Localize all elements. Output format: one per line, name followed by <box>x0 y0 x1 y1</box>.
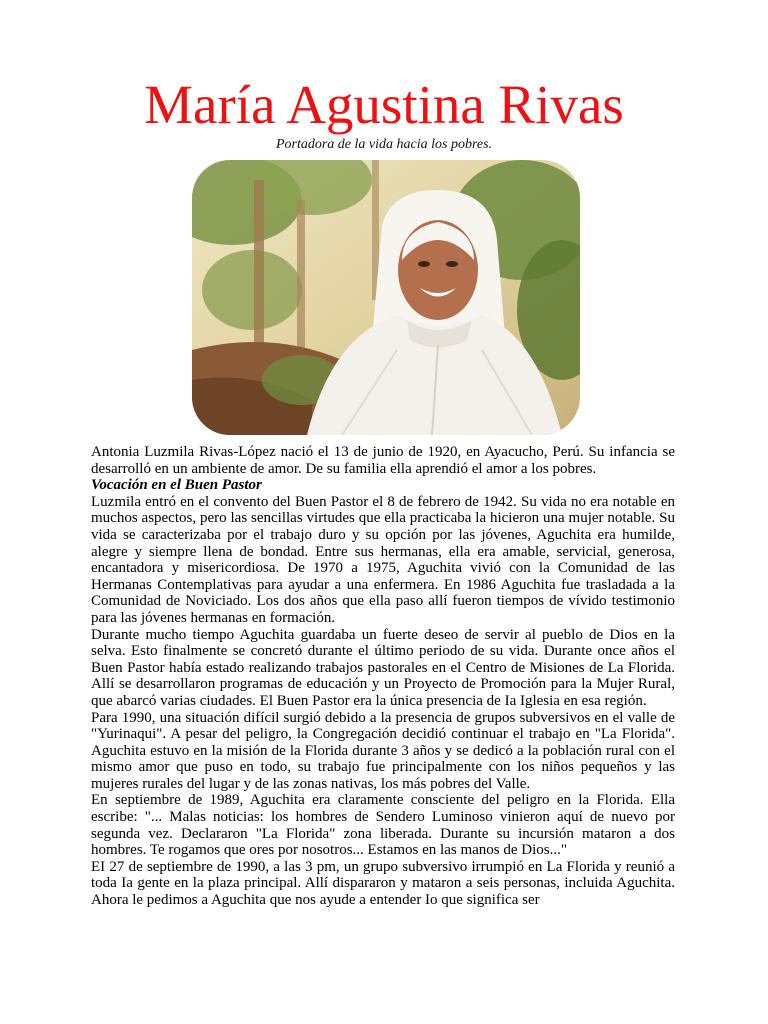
paragraph-vocation: Luzmila entró en el convento del Buen Pastor el 8 de febrero de 1942. Su vida no era notable en muchos aspectos, pero las sencillas virtudes que ella practicaba la hicieron una mujer notable. Su vida se caracterizaba por el trabajo duro y su opción por las jóvenes, Aguchita era humilde, alegre y siempre llena de bondad. Entre sus hermanas, ella era amable, servicial, generosa, encantadora y misericordiosa. De 1970 a 1975, Aguchita vivió con la Comunidad de las Hermanas Contemplativas para ayudar a una enfermera. En 1986 Aguchita fue trasladada a la Comunidad de Noviciado. Los dos años que ella paso allí fueron tiempos de vívido testimonio para las jóvenes hermanas en formación. <box>91 493 675 626</box>
paragraph-1989: En septiembre de 1989, Aguchita era claramente consciente del peligro en la Florida. Ella escribe: "... Malas noticias: los hombres de Sendero Luminoso vinieron aquí de nuevo por segunda vez. Declararon "La Florida" zona liberada. Durante su incursión mataron a dos hombres. Te rogamos que ores por nosotros... Estamos en las manos de Dios..." <box>91 792 675 859</box>
section-heading: Vocación en el Buen Pastor <box>91 477 262 494</box>
paragraph-death: EI 27 de septiembre de 1990, a las 3 pm, un grupo subversivo irrumpió en La Florida y reunió a toda Ia gente en la plaza principal. Allí dispararon y mataron a seis personas, incluida Aguchita. Ahora le pedimos a Aguchita que nos ayude a entender Io que significa ser <box>91 858 675 909</box>
body-text <box>91 444 675 909</box>
page-subtitle: Portadora de la vida hacia los pobres. <box>275 137 493 152</box>
portrait-photo <box>192 160 580 435</box>
page-title: María Agustina Rivas <box>144 74 624 135</box>
paragraph-intro: Antonia Luzmila Rivas-López nació el 13 de junio de 1920, en Ayacucho, Perú. Su infancia se desarrolló en un ambiente de amor. De su familia ella aprendió el amor a los pobres. <box>91 444 675 477</box>
nun-portrait-icon <box>192 160 580 435</box>
paragraph-1990: Para 1990, una situación difícil surgió debido a la presencia de grupos subversivos en el valle de "Yurinaqui". A pesar del peligro, la Congregación decidió continuar el trabajo en "La Florida". Aguchita estuvo en la misión de la Florida durante 3 años y se dedicó a la población rural con el mismo amor que puso en todo, su trabajo fue principalmente con los niños pequeños y las mujeres rurales del lugar y de las zonas nativas, los más pobres del Valle. <box>91 709 675 792</box>
paragraph-selva: Durante mucho tiempo Aguchita guardaba un fuerte deseo de servir al pueblo de Dios en la selva. Esto finalmente se concretó durante el último periodo de su vida. Durante once años el Buen Pastor había estado realizando trabajos pastorales en el Centro de Misiones de La Florida. Allí se desarrollaron programas de educación y un Proyecto de Promoción para la Mujer Rural, que abarcó varias ciudades. El Buen Pastor era la única presencia de Ia Iglesia en esa región. <box>91 626 675 709</box>
